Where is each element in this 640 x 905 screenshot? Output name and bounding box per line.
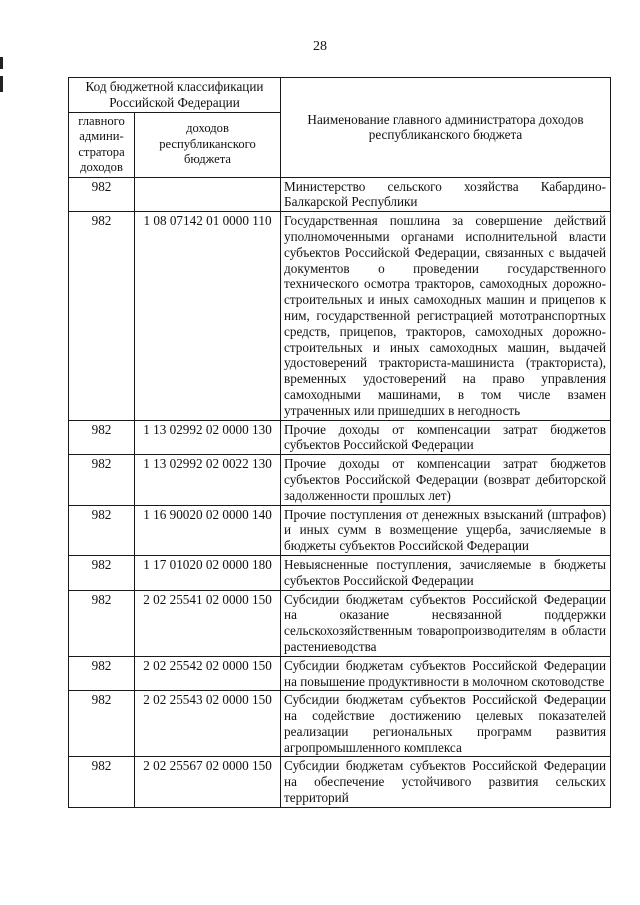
- administrator-code-cell: 982: [69, 212, 135, 420]
- administrator-code-cell: 982: [69, 691, 135, 757]
- page-number: 28: [313, 39, 327, 54]
- revenue-name-cell: Субсидии бюджетам субъектов Российской Федерации на оказание несвязанной поддержки сельскохозяйственным товаропроизводителям в области растениеводства: [281, 590, 611, 656]
- table-row: [69, 555, 611, 590]
- header-main-administrator: главного админи-стратора доходов: [69, 112, 135, 177]
- administrator-code-cell: 982: [69, 505, 135, 555]
- revenue-code-cell: 1 13 02992 02 0000 130: [135, 420, 281, 455]
- header-budget-classification-code: Код бюджетной классификации Российской Федерации: [69, 78, 281, 113]
- margin-scan-mark: [0, 76, 3, 92]
- administrator-code-cell: 982: [69, 555, 135, 590]
- revenue-name-cell: Субсидии бюджетам субъектов Российской Федерации на содействие достижению целевых показателей реализации региональных программ развития агропромышленного комплекса: [281, 691, 611, 757]
- table-row: [69, 691, 611, 757]
- table-row: [69, 505, 611, 555]
- table-row: [69, 212, 611, 420]
- administrator-code-cell: 982: [69, 420, 135, 455]
- revenue-name-cell: Прочие доходы от компенсации затрат бюджетов субъектов Российской Федерации: [281, 420, 611, 455]
- administrator-code-cell: 982: [69, 656, 135, 691]
- revenue-code-cell: 2 02 25542 02 0000 150: [135, 656, 281, 691]
- administrator-code-cell: 982: [69, 757, 135, 807]
- revenue-name-cell: Невыясненные поступления, зачисляемые в бюджеты субъектов Российской Федерации: [281, 555, 611, 590]
- revenue-code-cell: 1 13 02992 02 0022 130: [135, 455, 281, 505]
- administrator-code-cell: 982: [69, 177, 135, 212]
- margin-scan-mark: [0, 57, 3, 69]
- table-row: [69, 455, 611, 505]
- table-row: [69, 590, 611, 656]
- revenue-code-cell: 1 08 07142 01 0000 110: [135, 212, 281, 420]
- table-row: [69, 177, 611, 212]
- revenue-code-cell: 2 02 25543 02 0000 150: [135, 691, 281, 757]
- header-revenue-code: доходов республиканского бюджета: [135, 112, 281, 177]
- revenue-name-cell: Государственная пошлина за совершение действий уполномоченными органами исполнительной власти субъектов Российской Федерации, связанных с выдачей документов о проведении государственного технического осмотра тракторов, самоходных дорожно-строительных и иных самоходных машин и прицепов к ним, государственной регистрацией мототранспортных средств, прицепов, тракторов, самоходных дорожно-строительных и иных самоходных машин, выдачей удостоверений тракториста-машиниста (тракториста), временных удостоверений на право управления самоходными машинами, в том числе взамен утраченных или пришедших в негодность: [281, 212, 611, 420]
- table-header-row: [69, 78, 611, 113]
- revenue-code-cell: 2 02 25567 02 0000 150: [135, 757, 281, 807]
- revenue-name-cell: Субсидии бюджетам субъектов Российской Федерации на повышение продуктивности в молочном скотоводстве: [281, 656, 611, 691]
- table-row: [69, 656, 611, 691]
- administrator-code-cell: 982: [69, 590, 135, 656]
- revenue-name-cell: Прочие поступления от денежных взысканий (штрафов) и иных сумм в возмещение ущерба, зачисляемые в бюджеты субъектов Российской Федерации: [281, 505, 611, 555]
- table-row: [69, 420, 611, 455]
- administrator-code-cell: 982: [69, 455, 135, 505]
- revenue-code-cell: [135, 177, 281, 212]
- revenue-name-cell: Прочие доходы от компенсации затрат бюджетов субъектов Российской Федерации (возврат дебиторской задолженности прошлых лет): [281, 455, 611, 505]
- revenue-code-cell: 1 16 90020 02 0000 140: [135, 505, 281, 555]
- revenue-code-cell: 1 17 01020 02 0000 180: [135, 555, 281, 590]
- table-row: [69, 757, 611, 807]
- header-administrator-name: Наименование главного администратора доходов республиканского бюджета: [281, 78, 611, 178]
- budget-classification-table: [68, 77, 611, 808]
- revenue-name-cell: Субсидии бюджетам субъектов Российской Федерации на обеспечение устойчивого развития сельских территорий: [281, 757, 611, 807]
- revenue-code-cell: 2 02 25541 02 0000 150: [135, 590, 281, 656]
- revenue-name-cell: Министерство сельского хозяйства Кабардино-Балкарской Республики: [281, 177, 611, 212]
